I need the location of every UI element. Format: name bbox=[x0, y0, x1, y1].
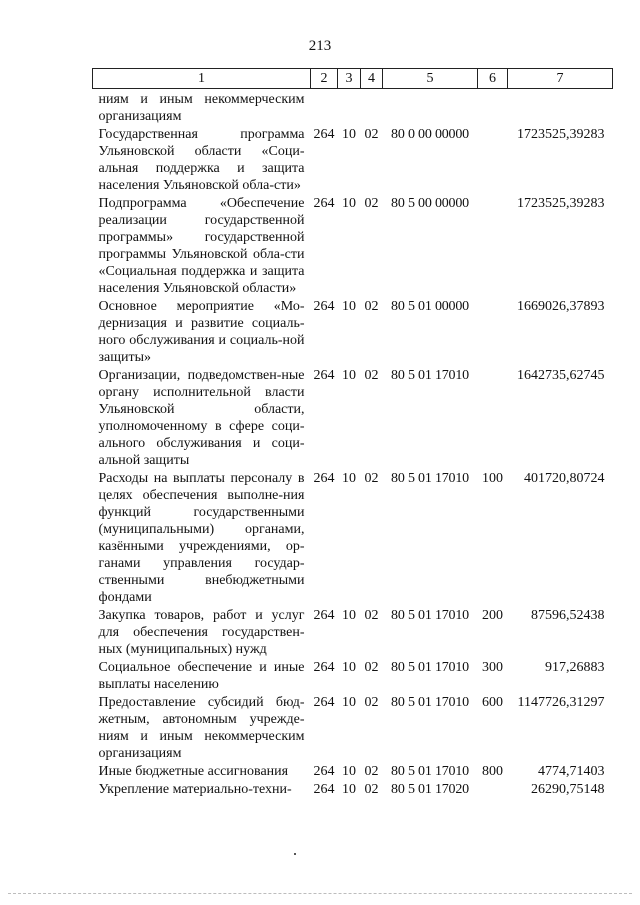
row-description: Социальное обеспечение и иные выплаты населению bbox=[98, 660, 305, 692]
header-col-6: 6 bbox=[478, 69, 508, 89]
row-target-article: 80 5 01 17010 bbox=[391, 471, 469, 486]
row-admin-code: 264 bbox=[313, 196, 335, 211]
row-expense-type: 300 bbox=[482, 660, 503, 675]
row-admin-code: 264 bbox=[313, 782, 335, 797]
row-subsection-code: 02 bbox=[364, 782, 379, 797]
table-body bbox=[93, 89, 613, 800]
budget-table bbox=[92, 68, 613, 799]
row-section-code bbox=[338, 89, 361, 127]
row-admin-code: 264 bbox=[313, 368, 335, 383]
table-row bbox=[93, 126, 613, 195]
row-amount bbox=[508, 89, 613, 127]
row-section-code: 10 bbox=[342, 764, 356, 779]
row-target-article: 80 5 01 17010 bbox=[391, 368, 469, 383]
row-target-article bbox=[383, 89, 478, 127]
row-subsection-code: 02 bbox=[364, 471, 379, 486]
row-description: Расходы на выплаты персоналу в целях обеспечения выполне-ния функций государственными (муниципальными) органами, казёнными учреждениями, ор-ганами управления государ-ственными внебюджетными фондами bbox=[98, 471, 305, 605]
row-amount: 4774,71403 bbox=[538, 764, 605, 779]
header-col-1: 1 bbox=[93, 69, 311, 89]
row-admin-code bbox=[311, 89, 338, 127]
row-admin-code: 264 bbox=[313, 608, 335, 623]
row-expense-type: 600 bbox=[482, 695, 503, 710]
table-row bbox=[93, 298, 613, 367]
row-expense-type bbox=[478, 781, 508, 799]
row-expense-type: 200 bbox=[482, 608, 503, 623]
row-expense-type bbox=[478, 195, 508, 298]
table-row bbox=[93, 781, 613, 799]
row-amount: 917,26883 bbox=[545, 660, 605, 675]
row-section-code: 10 bbox=[342, 368, 356, 383]
row-amount: 26290,75148 bbox=[531, 782, 605, 797]
row-target-article: 80 5 00 00000 bbox=[391, 196, 469, 211]
row-amount: 1147726,31297 bbox=[517, 695, 605, 710]
row-target-article: 80 5 01 00000 bbox=[391, 299, 469, 314]
page-number: 213 bbox=[308, 38, 332, 54]
table-row bbox=[93, 694, 613, 763]
scan-speck bbox=[294, 853, 296, 855]
table-row bbox=[93, 607, 613, 659]
row-description: Предоставление субсидий бюд-жетным, автономным учрежде-ниям и иным некоммерческим организациям bbox=[98, 695, 305, 761]
table-row bbox=[93, 89, 613, 127]
row-admin-code: 264 bbox=[313, 299, 335, 314]
row-subsection-code: 02 bbox=[364, 695, 379, 710]
row-section-code: 10 bbox=[342, 695, 356, 710]
row-subsection-code: 02 bbox=[364, 608, 379, 623]
row-subsection-code bbox=[361, 89, 383, 127]
header-col-4: 4 bbox=[361, 69, 383, 89]
row-expense-type bbox=[478, 89, 508, 127]
row-amount: 87596,52438 bbox=[531, 608, 605, 623]
row-amount: 1642735,62745 bbox=[517, 368, 605, 383]
row-section-code: 10 bbox=[342, 660, 356, 675]
row-description: Подпрограмма «Обеспечение реализации государственной программы» государственной программы Ульяновской обла-сти «Социальная поддержка и защита населения Ульяновской области» bbox=[98, 196, 305, 296]
table-row bbox=[93, 763, 613, 781]
row-expense-type: 800 bbox=[482, 764, 503, 779]
header-col-3: 3 bbox=[338, 69, 361, 89]
header-col-2: 2 bbox=[311, 69, 338, 89]
row-section-code: 10 bbox=[342, 196, 356, 211]
table-row bbox=[93, 367, 613, 470]
page-edge-rule bbox=[8, 893, 632, 894]
row-section-code: 10 bbox=[342, 782, 356, 797]
row-description: Закупка товаров, работ и услуг для обеспечения государствен-ных (муниципальных) нужд bbox=[98, 608, 305, 657]
row-description: Государственная программа Ульяновской области «Соци-альная поддержка и защита населения Ульяновской обла-сти» bbox=[98, 127, 305, 193]
row-admin-code: 264 bbox=[313, 764, 335, 779]
row-admin-code: 264 bbox=[313, 471, 335, 486]
header-col-7: 7 bbox=[508, 69, 613, 89]
row-admin-code: 264 bbox=[313, 127, 335, 142]
row-target-article: 80 5 01 17010 bbox=[391, 608, 469, 623]
row-section-code: 10 bbox=[342, 299, 356, 314]
row-section-code: 10 bbox=[342, 127, 356, 142]
row-admin-code: 264 bbox=[313, 695, 335, 710]
row-subsection-code: 02 bbox=[364, 368, 379, 383]
row-description: Организации, подведомствен-ные органу исполнительной власти Ульяновской области, уполномоченному в сфере соци-ального обслуживания и соци-альной защиты bbox=[98, 368, 305, 468]
row-subsection-code: 02 bbox=[364, 127, 379, 142]
row-amount: 401720,80724 bbox=[524, 471, 605, 486]
row-target-article: 80 5 01 17010 bbox=[391, 695, 469, 710]
row-target-article: 80 5 01 17010 bbox=[391, 660, 469, 675]
row-amount: 1723525,39283 bbox=[517, 196, 605, 211]
row-amount: 1669026,37893 bbox=[517, 299, 605, 314]
row-target-article: 80 0 00 00000 bbox=[391, 127, 469, 142]
row-subsection-code: 02 bbox=[364, 764, 379, 779]
row-target-article: 80 5 01 17020 bbox=[391, 782, 469, 797]
header-col-5: 5 bbox=[383, 69, 478, 89]
row-expense-type: 100 bbox=[482, 471, 503, 486]
row-description: Основное мероприятие «Мо-дернизация и развитие социаль-ного обслуживания и социаль-ной защиты» bbox=[98, 299, 305, 365]
table-row bbox=[93, 195, 613, 298]
table-row bbox=[93, 470, 613, 607]
row-subsection-code: 02 bbox=[364, 196, 379, 211]
row-description: ниям и иным некоммерческим организациям bbox=[98, 92, 305, 124]
row-section-code: 10 bbox=[342, 608, 356, 623]
row-amount: 1723525,39283 bbox=[517, 127, 605, 142]
row-expense-type bbox=[478, 298, 508, 367]
row-expense-type bbox=[478, 367, 508, 470]
row-description: Укрепление материально-техни- bbox=[98, 782, 292, 797]
row-section-code: 10 bbox=[342, 471, 356, 486]
row-subsection-code: 02 bbox=[364, 299, 379, 314]
table-row bbox=[93, 659, 613, 694]
row-description: Иные бюджетные ассигнования bbox=[98, 764, 289, 779]
row-expense-type bbox=[478, 126, 508, 195]
row-subsection-code: 02 bbox=[364, 660, 379, 675]
row-target-article: 80 5 01 17010 bbox=[391, 764, 469, 779]
row-admin-code: 264 bbox=[313, 660, 335, 675]
table-header-row bbox=[93, 69, 613, 89]
